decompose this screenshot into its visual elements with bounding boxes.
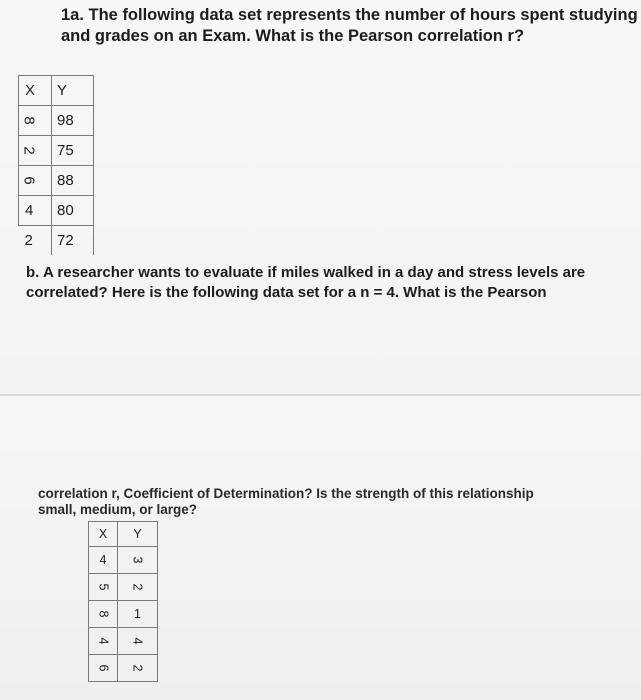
table-header-x: X <box>89 522 118 547</box>
table-header-y: Y <box>118 522 158 547</box>
table-cell-x <box>89 601 118 628</box>
table-cell-y: 1 <box>118 601 158 628</box>
table-cell-y-value: 2 <box>130 664 145 672</box>
table-header-x: X <box>19 76 52 106</box>
table-row <box>19 196 94 226</box>
table-cell-x-value: 6 <box>95 664 110 672</box>
table-row <box>89 655 158 682</box>
table-row <box>19 166 94 196</box>
table-cell-y: 80 <box>52 196 94 226</box>
study-hours-grades-table <box>18 75 94 255</box>
table-header-row <box>19 76 94 106</box>
table-cell-x-value: 4 <box>95 637 110 645</box>
table-cell-x <box>19 136 52 166</box>
table-cell-y <box>118 628 158 655</box>
table-cell-x <box>19 166 52 196</box>
table-cell-x <box>89 574 118 601</box>
table-row <box>89 628 158 655</box>
table-header-row <box>89 522 158 547</box>
table-row <box>89 547 158 574</box>
table-cell-x: 2 <box>19 226 52 256</box>
table-cell-x-value: 2 <box>20 146 38 155</box>
table-row <box>19 106 94 136</box>
miles-stress-table <box>88 521 158 682</box>
question-1a-line-1: 1a. The following data set represents the number of hours spent studying <box>61 6 638 24</box>
table-header-y: Y <box>52 76 94 106</box>
table-cell-x <box>89 628 118 655</box>
table-cell-x: 4 <box>19 196 52 226</box>
question-1a-text <box>61 5 638 47</box>
table-cell-x-value: 8 <box>95 610 110 618</box>
table-cell-y: 72 <box>52 226 94 256</box>
table-cell-x <box>89 655 118 682</box>
question-1b-line-2: correlated? Here is the following data set for a n = 4. What is the Pearson <box>26 284 547 301</box>
table-cell-y-value: 2 <box>130 583 145 591</box>
table-cell-y: 88 <box>52 166 94 196</box>
question-1b-continued-line-1: correlation r, Coefficient of Determination? Is the strength of this relationship <box>38 486 534 501</box>
table-cell-y-value: 3 <box>130 556 145 564</box>
table-cell-y-value: 4 <box>130 637 145 645</box>
table-cell-x: 4 <box>89 547 118 574</box>
table-cell-y: 75 <box>52 136 94 166</box>
table-cell-y: 98 <box>52 106 94 136</box>
table-row <box>19 136 94 166</box>
table-row <box>89 601 158 628</box>
table-cell-y <box>118 574 158 601</box>
question-1b-continued-line-2: small, medium, or large? <box>38 502 198 517</box>
table-cell-x <box>19 106 52 136</box>
table-cell-x-value: 8 <box>20 116 38 125</box>
table-cell-x-value: 6 <box>20 176 38 185</box>
table-cell-x-value: 5 <box>95 583 110 591</box>
table-cell-y <box>118 655 158 682</box>
table-cell-y <box>118 547 158 574</box>
table-row <box>19 226 94 256</box>
question-1b-line-1: b. A researcher wants to evaluate if miles walked in a day and stress levels are <box>26 264 586 281</box>
question-1b-text <box>26 263 626 303</box>
table-row <box>89 574 158 601</box>
question-1a-line-2: and grades on an Exam. What is the Pearson correlation r? <box>61 27 525 45</box>
question-1b-continued-text <box>38 486 618 518</box>
